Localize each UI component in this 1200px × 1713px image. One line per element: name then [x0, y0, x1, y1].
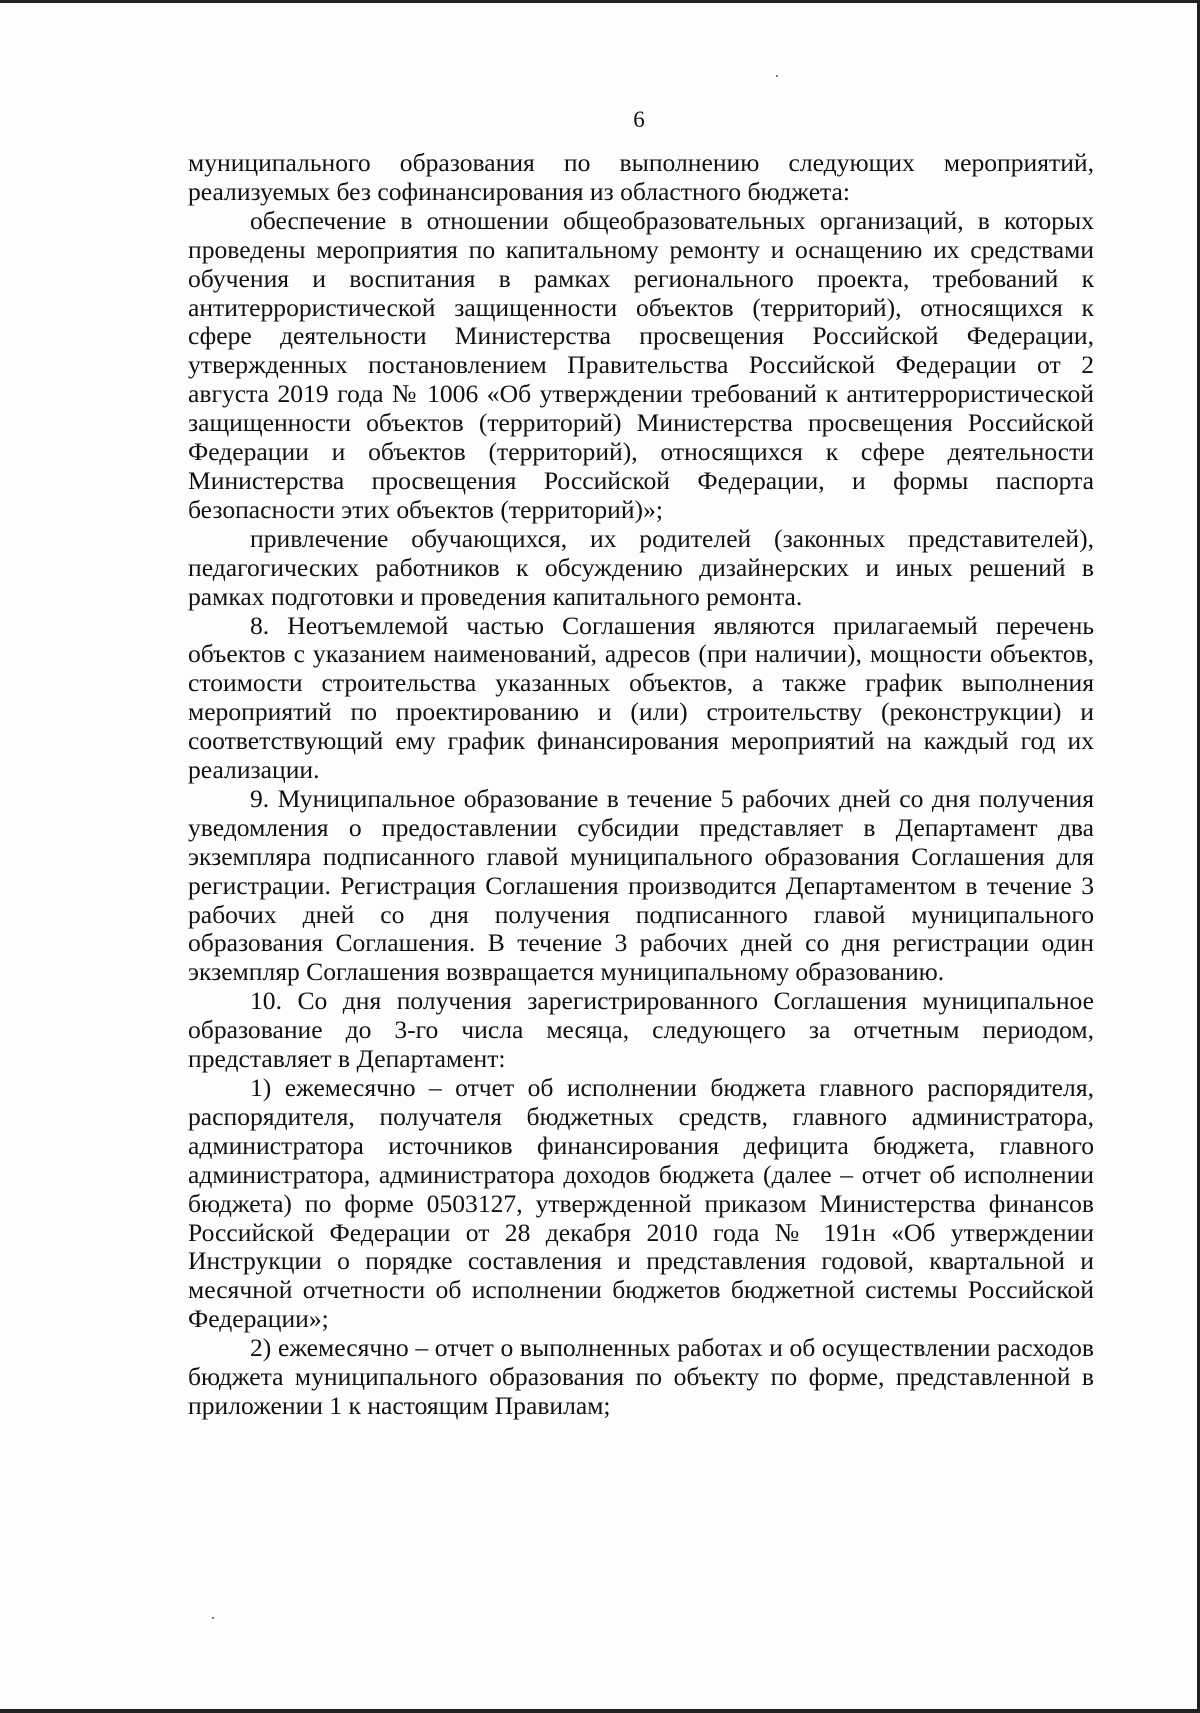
paragraph-item-8: 8. Неотъемлемой частью Соглашения являются прилагаемый перечень объектов с указанием наименований, адресов (при наличии), мощности объектов, стоимости строительства указанных объектов, а также график выполнения мероприятий по проектированию и (или) строительству (реконструкции) и соответствующий ему график финансирования мероприятий на каждый год их реализации. [188, 610, 1094, 785]
document-body [188, 149, 1094, 1421]
scan-border-top [0, 0, 1200, 3]
scan-border-bottom [0, 1709, 1200, 1713]
paragraph-item-9: 9. Муниципальное образование в течение 5 рабочих дней со дня получения уведомления о предоставлении субсидии представляет в Департамент два экземпляра подписанного главой муниципального образования Соглашения для регистрации. Регистрация Соглашения производится Департаментом в течение 3 рабочих дней со дня получения подписанного главой муниципального образования Соглашения. В течение 3 рабочих дней со дня регистрации один экземпляр Соглашения возвращается муниципальному образованию. [188, 783, 1094, 987]
paragraph-subitem-2: 2) ежемесячно – отчет о выполненных работах и об осуществлении расходов бюджета муниципального образования по объекту по форме, представленной в приложении 1 к настоящим Правилам; [188, 1333, 1094, 1420]
paragraph-subitem-1: 1) ежемесячно – отчет об исполнении бюджета главного распорядителя, распорядителя, получателя бюджетных средств, главного администратора, администратора источников финансирования дефицита бюджета, главного администратора, администратора доходов бюджета (далее – отчет об исполнении бюджета) по форме 0503127, утвержденной приказом Министерства финансов Российской Федерации от 28 декабря 2010 года № 191н «Об утверждении Инструкции о порядке составления и представления годовой, квартальной и месячной отчетности об исполнении бюджетов бюджетной системы Российской Федерации»; [188, 1073, 1094, 1334]
paragraph-antiterror-requirements: обеспечение в отношении общеобразовательных организаций, в которых проведены мероприятия по капитальному ремонту и оснащению их средствами обучения и воспитания в рамках регионального проекта, требований к антитеррористической защищенности объектов (территорий), относящихся к сфере деятельности Министерства просвещения Российской Федерации, утвержденных постановлением Правительства Российской Федерации от 2 августа 2019 года № 1006 «Об утверждении требований к антитеррористической защищенности объектов (территорий) Министерства просвещения Российской Федерации и объектов (территорий), относящихся к сфере деятельности Министерства просвещения Российской Федерации, и формы паспорта безопасности этих объектов (территорий)»; [188, 205, 1094, 524]
paragraph-item-10: 10. Со дня получения зарегистрированного Соглашения муниципальное образование до 3-го числа месяца, следующего за отчетным периодом, представляет в Департамент: [188, 986, 1094, 1074]
paragraph-intro: муниципального образования по выполнению следующих мероприятий, реализуемых без софинансирования из областного бюджета: [188, 148, 1094, 206]
paragraph-stakeholder-involvement: привлечение обучающихся, их родителей (законных представителей), педагогических работников к обсуждению дизайнерских и иных решений в рамках подготовки и проведения капитального ремонта. [188, 523, 1094, 611]
scan-speck [776, 75, 778, 77]
scan-speck [212, 1617, 214, 1619]
page-number: 6 [633, 107, 645, 132]
